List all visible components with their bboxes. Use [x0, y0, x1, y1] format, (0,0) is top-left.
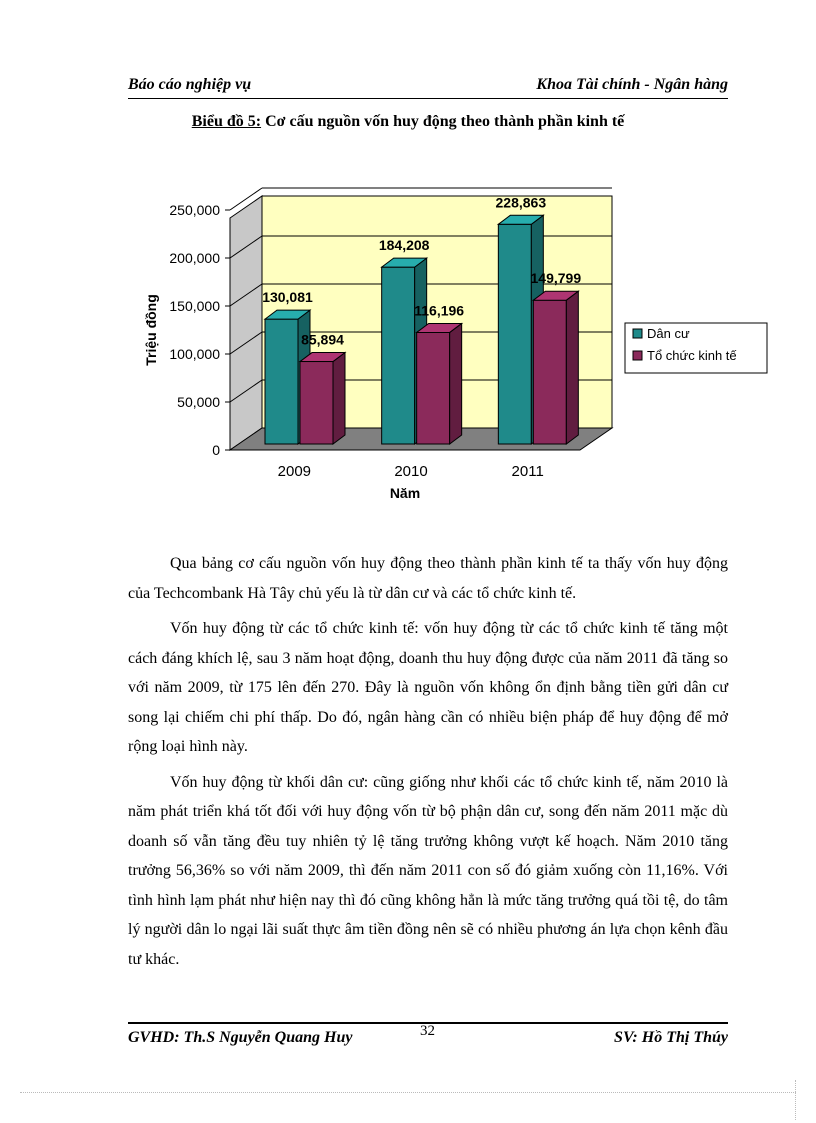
bar-Tổ chức kinh tế-2009: [300, 362, 333, 444]
y-tick-label: 150,000: [169, 298, 220, 314]
legend-label: Dân cư: [647, 326, 690, 341]
bar-side: [450, 323, 462, 444]
corner-guide-line: [795, 1080, 796, 1120]
bar-Dân cư-2010: [382, 267, 415, 444]
y-tick-label: 100,000: [169, 346, 220, 362]
x-axis-title: Năm: [389, 485, 421, 501]
paragraph-1: Qua bảng cơ cấu nguồn vốn huy động theo thành phần kinh tế ta thấy vốn huy động của Techcombank Hà Tây chủ yếu là từ dân cư và các tổ chức kinh tế.: [128, 555, 728, 602]
y-tick-label: 250,000: [169, 202, 220, 218]
bar-Dân cư-2011: [498, 224, 531, 444]
header-department: Khoa Tài chính - Ngân hàng: [536, 76, 728, 93]
page-header: [128, 74, 728, 99]
funding-structure-chart: [130, 180, 780, 510]
bar-Tổ chức kinh tế-2010: [417, 332, 450, 444]
chart-caption-text: Cơ cấu nguồn vốn huy động theo thành phần kinh tế: [261, 113, 625, 130]
y-tick-label: 50,000: [177, 394, 220, 410]
x-tick-label: 2009: [277, 463, 312, 480]
data-label: 228,863: [495, 194, 547, 211]
page-footer: [128, 1022, 728, 1054]
chart-caption-label: Biểu đồ 5:: [191, 113, 262, 130]
paragraph-3: Vốn huy động từ khối dân cư: cũng giống như khối các tổ chức kinh tế, năm 2010 là năm phát triển khá tốt đối với huy động vốn từ bộ phận dân cư, song đến năm 2011 mặc dù doanh số vẫn tăng đều tuy nhiên tỷ lệ tăng trưởng không vượt kế hoạch. Năm 2010 tăng trưởng 56,36% so với năm 2009, thì đến năm 2011 con số đó giảm xuống còn 11,16%. Với tình hình lạm phát như hiện nay thì đó cũng không hẳn là mức tăng trưởng quá tồi tệ, do tâm lý người dân lo ngại lãi suất thực âm tiền đồng nên sẽ có nhiều phương án lựa chọn kênh đầu tư khác.: [128, 773, 728, 968]
bar-Dân cư-2009: [265, 319, 298, 444]
data-label: 85,894: [301, 331, 344, 348]
legend-label: Tổ chức kinh tế: [647, 348, 737, 363]
chart-side-wall: [230, 196, 262, 450]
footer-supervisor: GVHD: Th.S Nguyễn Quang Huy: [128, 1029, 353, 1046]
y-tick-label: 200,000: [169, 250, 220, 266]
y-tick-label: 0: [212, 442, 220, 458]
data-label: 184,208: [378, 237, 430, 254]
y-axis-title: Triệu đồng: [143, 294, 159, 366]
header-report-title: Báo cáo nghiệp vụ: [128, 76, 252, 93]
data-label: 130,081: [262, 289, 313, 306]
footer-student: SV: Hồ Thị Thúy: [614, 1029, 728, 1046]
bar-side: [566, 291, 578, 444]
bar-side: [333, 353, 345, 444]
data-label: 116,196: [414, 302, 465, 319]
legend-swatch: [633, 351, 642, 360]
paragraph-2: Vốn huy động từ các tổ chức kinh tế: vốn huy động từ các tổ chức kinh tế tăng một cách đáng khích lệ, sau 3 năm hoạt động, doanh thu huy động được của năm 2011 đã tăng so với năm 2009, từ 175 lên đến 270. Đây là nguồn vốn không ổn định bằng tiền gửi dân cư song lại chiếm chi phí thấp. Do đó, ngân hàng cần có nhiều biện pháp để huy động để mở rộng loại hình này.: [128, 620, 728, 755]
page-number: 32: [420, 1023, 435, 1039]
x-tick-label: 2011: [511, 463, 544, 480]
x-tick-label: 2010: [394, 463, 428, 480]
margin-guide-line: [20, 1092, 796, 1093]
legend-swatch: [633, 329, 642, 338]
chart-caption: [0, 113, 816, 131]
bar-Tổ chức kinh tế-2011: [533, 300, 566, 444]
body-text: [128, 549, 728, 980]
data-label: 149,799: [530, 270, 582, 287]
